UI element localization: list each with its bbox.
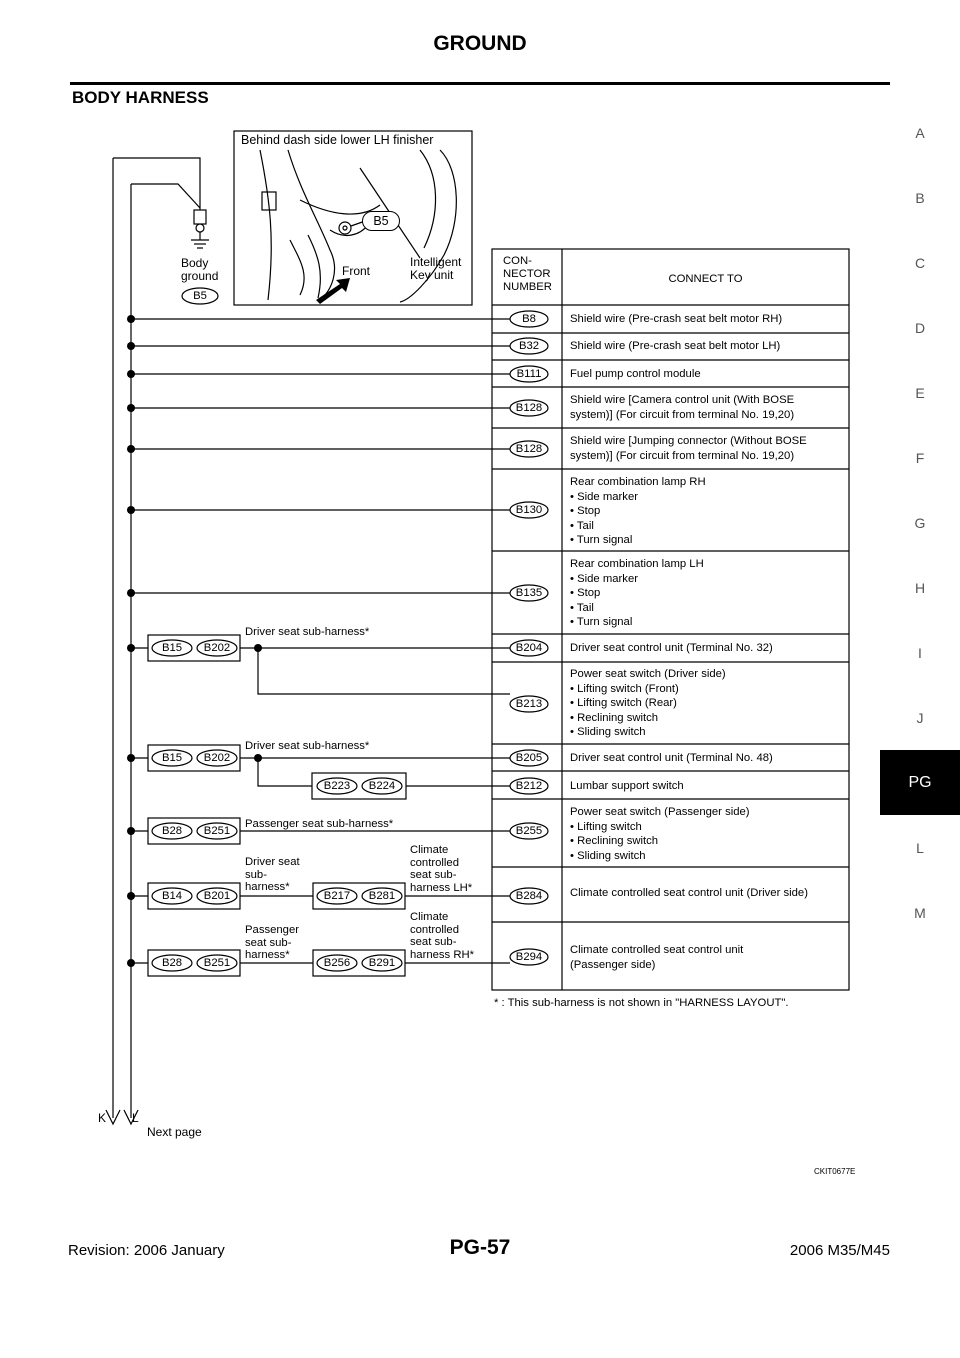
table-row-connector: B204 (515, 642, 543, 654)
tab-i[interactable]: I (918, 644, 922, 661)
tab-a[interactable]: A (915, 124, 925, 141)
table-row-connector: B205 (515, 752, 543, 764)
pair-connector-b: B251 (203, 957, 231, 969)
table-row-description: Rear combination lamp RH • Side marker • Stop • Tail • Turn signal (570, 476, 706, 546)
passenger-seat-sub-harness-label: Passenger seat sub-harness* (245, 818, 394, 830)
table-row-description: Shield wire [Camera control unit (With BOSE system)] (For circuit from terminal No. 19,20) (570, 394, 795, 421)
inset-intelligent-key-label: Intelligent Key unit (410, 255, 462, 282)
table-row-connector: B213 (515, 698, 543, 710)
table-row-description: Shield wire (Pre-crash seat belt motor LH) (570, 340, 781, 352)
driver-seat-sub-harness-label: Driver seat sub-harness* (245, 626, 370, 638)
pair-connector-b: B291 (368, 957, 396, 969)
figure-code: CKIT0677E (814, 1167, 856, 1176)
next-page-l-label: L (132, 1111, 139, 1125)
pair-connector-a: B15 (161, 642, 183, 654)
inset-front-label: Front (342, 264, 371, 278)
body-ground-label: Body ground (181, 256, 219, 283)
climate-seat-harness-rh-label: Climate controlled seat sub- harness RH* (410, 911, 475, 961)
page-header-title: GROUND (433, 32, 527, 55)
passenger-seat-sub-harness-label: Passenger seat sub- harness* (245, 924, 300, 961)
table-row-description: Power seat switch (Driver side) • Lifting switch (Front) • Lifting switch (Rear) • Reclining switch • Sliding switch (570, 668, 726, 738)
table-row-connector: B130 (515, 504, 543, 516)
table-row-connector: B128 (515, 443, 543, 455)
table-row-connector: B128 (515, 402, 543, 414)
table-row-description: Rear combination lamp LH • Side marker • Stop • Tail • Turn signal (570, 558, 704, 628)
table-row-description: Power seat switch (Passenger side) • Lifting switch • Reclining switch • Sliding switch (570, 806, 750, 862)
ground-connector-b5: B5 (193, 290, 207, 302)
table-row-connector: B135 (515, 587, 543, 599)
driver-seat-sub-harness-label: Driver seat sub-harness* (245, 740, 370, 752)
pair-connector-a: B28 (161, 825, 183, 837)
page-number: PG-57 (449, 1236, 511, 1259)
inset-caption: Behind dash side lower LH finisher (241, 133, 434, 147)
table-row-description: Lumbar support switch (570, 780, 684, 792)
next-page-label[interactable]: Next page (147, 1125, 202, 1139)
driver-seat-sub-harness-label: Driver seat sub- harness* (245, 856, 300, 893)
pair-connector-a: B28 (161, 957, 183, 969)
table-row-description: Driver seat control unit (Terminal No. 32) (570, 642, 773, 654)
pair-connector-a: B256 (323, 957, 351, 969)
section-title: BODY HARNESS (72, 88, 209, 107)
revision-date: Revision: 2006 January (68, 1242, 225, 1259)
pair-connector-a: B14 (161, 890, 183, 902)
table-row-connector: B111 (516, 368, 542, 380)
footnote: * : This sub-harness is not shown in "HARNESS LAYOUT". (494, 997, 789, 1009)
table-row-description: Climate controlled seat control unit (Driver side) (570, 887, 808, 899)
tab-pg[interactable]: PG (880, 750, 960, 815)
tab-c[interactable]: C (914, 254, 926, 271)
table-header-connector-number: CON- NECTOR NUMBER (503, 255, 552, 293)
vehicle-model: 2006 M35/M45 (789, 1242, 890, 1259)
pair-connector-a: B223 (323, 780, 351, 792)
table-row-connector: B255 (515, 825, 543, 837)
table-row-connector: B284 (515, 890, 543, 902)
pair-connector-a: B15 (161, 752, 183, 764)
tab-e[interactable]: E (915, 384, 925, 401)
table-header-connect-to: CONNECT TO (668, 273, 743, 285)
pair-connector-b: B224 (368, 780, 396, 792)
tab-m[interactable]: M (914, 904, 926, 921)
table-row-description: Shield wire [Jumping connector (Without BOSE system)] (For circuit from terminal No. 19,20) (570, 435, 807, 462)
table-row-description: Climate controlled seat control unit (Passenger side) (570, 944, 744, 971)
pair-connector-b: B201 (203, 890, 231, 902)
inset-b5-label: B5 (362, 211, 400, 231)
table-row-connector: B32 (518, 340, 540, 352)
table-row-connector: B294 (515, 951, 543, 963)
tab-j[interactable]: J (916, 709, 924, 726)
table-row-connector: B212 (515, 780, 543, 792)
pair-connector-b: B251 (203, 825, 231, 837)
tab-g[interactable]: G (914, 514, 926, 531)
table-row-description: Fuel pump control module (570, 368, 701, 380)
tab-h[interactable]: H (914, 579, 926, 596)
climate-seat-harness-lh-label: Climate controlled seat sub- harness LH* (410, 844, 473, 894)
tab-f[interactable]: F (915, 449, 925, 466)
pair-connector-b: B281 (368, 890, 396, 902)
tab-d[interactable]: D (914, 319, 926, 336)
pair-connector-b: B202 (203, 752, 231, 764)
tab-l[interactable]: L (916, 839, 924, 856)
pair-connector-a: B217 (323, 890, 351, 902)
table-row-description: Shield wire (Pre-crash seat belt motor RH) (570, 313, 783, 325)
table-row-connector: B8 (522, 313, 536, 325)
next-page-k-label: K (98, 1111, 107, 1125)
table-row-description: Driver seat control unit (Terminal No. 48) (570, 752, 773, 764)
pair-connector-b: B202 (203, 642, 231, 654)
tab-b[interactable]: B (915, 189, 925, 206)
